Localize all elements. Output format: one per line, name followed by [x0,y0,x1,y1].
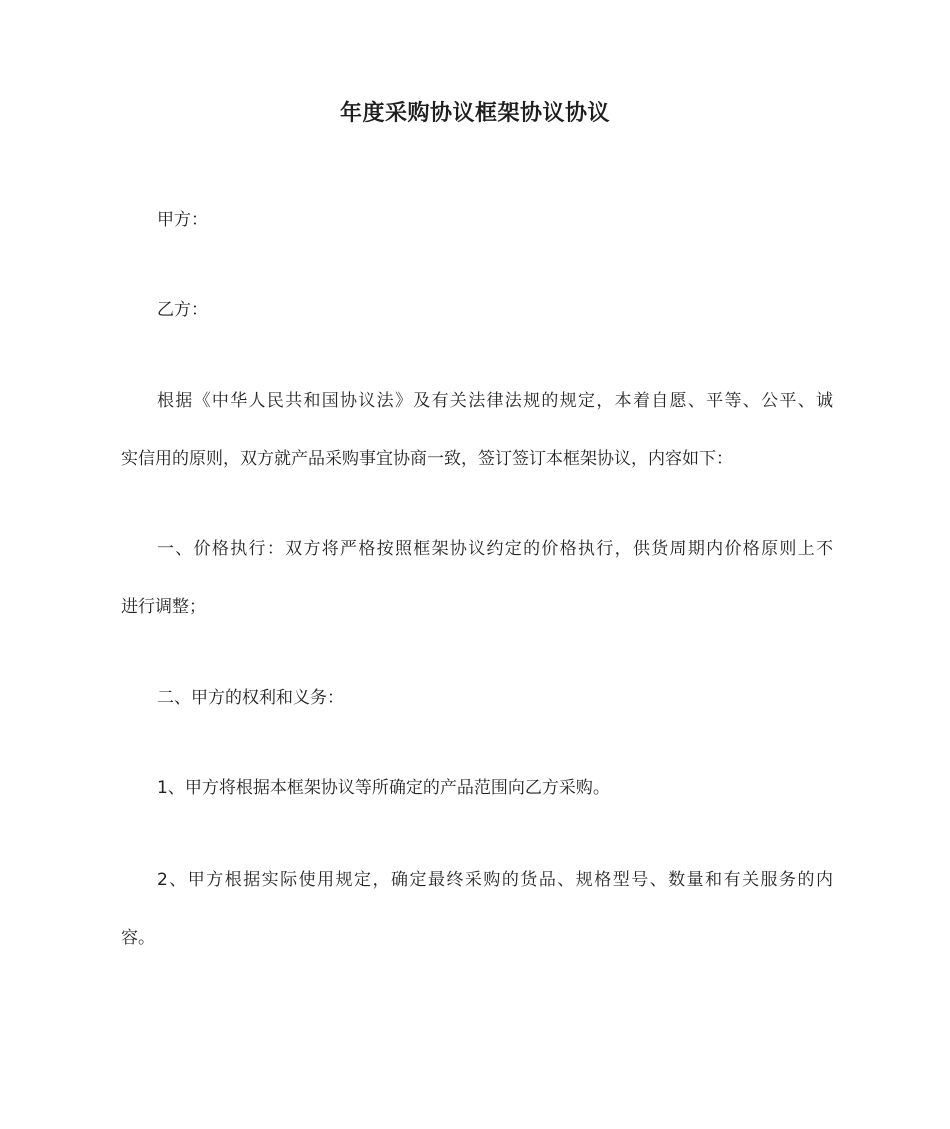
preamble-line-2: 实信用的原则，双方就产品采购事宜协商一致，签订签订本框架协议，内容如下： [121,449,733,469]
clause-1-line-1: 一、价格执行：双方将严格按照框架协议约定的价格执行，供货周期内价格原则上不 [157,539,833,559]
clause-2-item-1: 1、甲方将根据本框架协议等所确定的产品范围向乙方采购。 [157,778,610,798]
document-title: 年度采购协议框架协议协议 [339,101,610,126]
party-b-label: 乙方： [157,300,208,320]
preamble-line-1: 根据《中华人民共和国协议法》及有关法律法规的规定，本着自愿、平等、公平、诚 [157,391,833,411]
party-a-label: 甲方： [157,210,208,230]
clause-1-line-2: 进行调整； [121,597,206,617]
clause-2-heading: 二、甲方的权利和义务： [157,688,344,708]
clause-2-item-2-line-2: 容。 [121,928,155,948]
clause-2-item-2-line-1: 2、甲方根据实际使用规定，确定最终采购的货品、规格型号、数量和有关服务的内 [157,870,833,890]
